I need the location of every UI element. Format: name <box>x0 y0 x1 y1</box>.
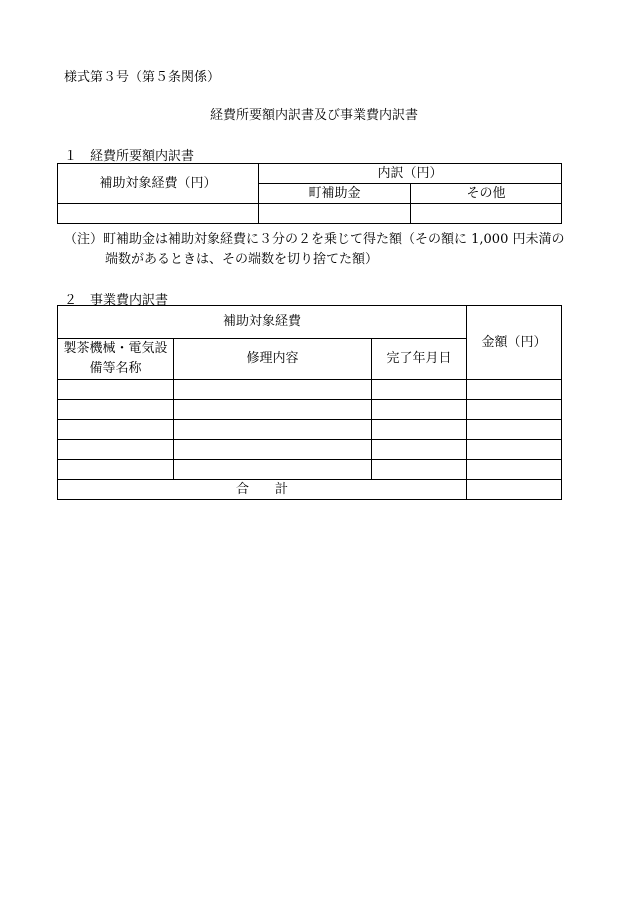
header-breakdown: 内訳（円） <box>259 164 562 184</box>
cell-repair[interactable] <box>174 400 372 420</box>
cell-repair[interactable] <box>174 460 372 480</box>
project-cost-table <box>57 305 562 500</box>
cell-equipment[interactable] <box>58 460 174 480</box>
cell-other[interactable] <box>411 204 562 224</box>
cell-amount[interactable] <box>467 420 562 440</box>
cell-equipment[interactable] <box>58 420 174 440</box>
cell-date[interactable] <box>372 400 467 420</box>
form-label: 様式第３号（第５条関係） <box>64 70 221 85</box>
note-line-1: （注）町補助金は補助対象経費に３分の２を乗じて得た額（その額に 1,000 円未満の <box>64 232 565 247</box>
expense-breakdown-table <box>57 163 562 224</box>
cell-date[interactable] <box>372 380 467 400</box>
cell-repair[interactable] <box>174 440 372 460</box>
header-town-subsidy: 町補助金 <box>259 184 411 204</box>
document-title: 経費所要額内訳書及び事業費内訳書 <box>210 108 419 123</box>
note-line-2: 端数があるときは、その端数を切り捨てた額） <box>105 252 379 267</box>
cell-date[interactable] <box>372 460 467 480</box>
cell-equipment[interactable] <box>58 440 174 460</box>
cell-amount[interactable] <box>467 460 562 480</box>
cell-equipment[interactable] <box>58 380 174 400</box>
cell-town-subsidy[interactable] <box>259 204 411 224</box>
cell-equipment[interactable] <box>58 400 174 420</box>
header-subsidy-cost: 補助対象経費（円） <box>58 164 259 204</box>
cell-date[interactable] <box>372 420 467 440</box>
total-label: 合 計 <box>58 480 467 500</box>
table-row <box>58 460 562 480</box>
header-amount: 金額（円） <box>467 306 562 380</box>
cell-repair[interactable] <box>174 420 372 440</box>
header-completion-date: 完了年月日 <box>372 339 467 380</box>
section2-heading: ２ 事業費内訳書 <box>64 293 169 308</box>
cell-subsidy-cost[interactable] <box>58 204 259 224</box>
total-amount[interactable] <box>467 480 562 500</box>
cell-amount[interactable] <box>467 400 562 420</box>
header-repair-details: 修理内容 <box>174 339 372 380</box>
cell-repair[interactable] <box>174 380 372 400</box>
cell-date[interactable] <box>372 440 467 460</box>
table-row <box>58 380 562 400</box>
table-row <box>58 420 562 440</box>
header-equipment-name: 製茶機械・電気設備等名称 <box>58 339 174 380</box>
table-row <box>58 400 562 420</box>
cell-amount[interactable] <box>467 440 562 460</box>
table-row <box>58 440 562 460</box>
header-subsidy-cost: 補助対象経費 <box>58 306 467 339</box>
header-other: その他 <box>411 184 562 204</box>
cell-amount[interactable] <box>467 380 562 400</box>
section1-heading: １ 経費所要額内訳書 <box>64 149 195 164</box>
